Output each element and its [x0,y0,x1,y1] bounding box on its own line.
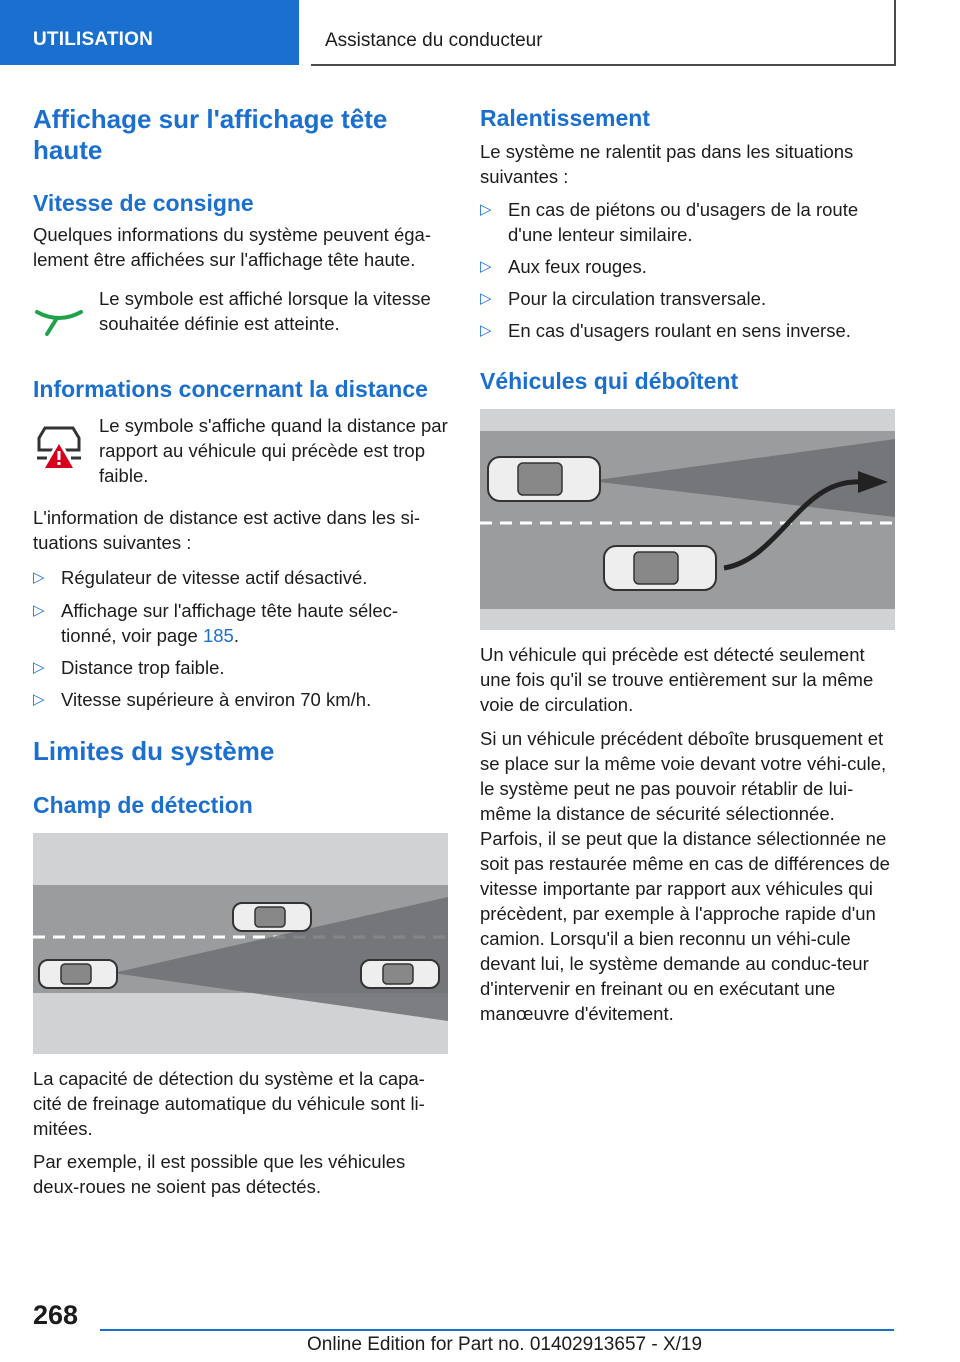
own-car [39,960,117,988]
list-item: ▷ Aux feux rouges. [480,256,647,277]
chapter-header [311,0,896,66]
page-number: 268 [33,1300,79,1330]
distance-icon-text: Le symbole s'affiche quand la distance par rapport au véhicule qui précède est trop faible. [99,415,448,486]
bullet-triangle-icon: ▷ [480,201,492,218]
para-speed: Quelques informations du système peuvent éga-lement être affichées sur l'affichage tête haute. [33,224,431,270]
para-field-2: Par exemple, il est possible que les véhicules deux-roues ne soient pas détectés. [33,1151,406,1197]
list-item: ▷ En cas d'usagers roulant en sens inverse. [480,320,851,341]
list-item: ▷ Vitesse supérieure à environ 70 km/h. [33,689,372,710]
cut-in-car [604,546,716,590]
bullet-triangle-icon: ▷ [480,322,492,339]
heading-distance: Informations concernant la distance [33,376,428,402]
list-item: ▷ Distance trop faible. [33,657,225,678]
list-item: ▷ Affichage sur l'affichage tête haute sélec-tionné, voir page 185. [33,600,399,646]
list-item: ▷ Pour la circulation transversale. [480,288,767,309]
para-field-1: La capacité de détection du système et la capa-cité de freinage automatique du véhicule sont li-mitées. [33,1068,425,1139]
para-active: L'information de distance est active dans les si-tuations suivantes : [33,507,421,553]
para-slow: Le système ne ralentit pas dans les situations suivantes : [480,141,854,187]
list-item: ▷ Régulateur de vitesse actif désactivé. [33,567,368,588]
footer-divider [100,1329,894,1331]
heading-limits: Limites du système [33,736,275,766]
car-ahead-lower [361,960,439,988]
bullet-triangle-icon: ▷ [480,258,492,275]
edition-text: Online Edition for Part no. 01402913657 - X/19 [307,1334,703,1355]
heading-hud: Affichage sur l'affichage tête haute [33,104,388,165]
cut-in-illustration [480,409,895,630]
speed-reached-icon [33,298,85,349]
bullet-triangle-icon: ▷ [33,659,45,676]
list-item: ▷ En cas de piétons ou d'usagers de la route d'une lenteur similaire. [480,199,859,245]
bullet-triangle-icon: ▷ [33,602,45,619]
bullet-triangle-icon: ▷ [33,569,45,586]
heading-speed: Vitesse de consigne [33,190,254,216]
detection-range-illustration [33,833,448,1054]
para-cut-2: Si un véhicule précédent déboîte brusquement et se place sur la même voie devant votre véhi-cule, le système peut ne pas pouvoir rétablir de lui-même la distance de sécurité sélectionnée. Parfois, il se peut que la distance sélectionnée ne soit pas restaurée même en cas de différences de vitesse importante par rapport aux véhicules qui précèdent, par exemple à l'approche rapide d'un camion. Lorsqu'il a bien reconnu un véhi-cule devant lui, le système demande au conduc-teur d'intervenir en freinant ou en exécutant une manœuvre d'évitement. [480,728,890,1024]
distance-warning-icon [33,420,85,477]
bullet-triangle-icon: ▷ [480,290,492,307]
section-title: UTILISATION [33,29,154,50]
bullet-triangle-icon: ▷ [33,691,45,708]
heading-field: Champ de détection [33,792,253,818]
section-tab [0,0,299,65]
speed-icon-text: Le symbole est affiché lorsque la vitesse souhaitée définie est atteinte. [99,288,431,334]
heading-cut-in: Véhicules qui déboîtent [480,368,739,394]
chapter-title: Assistance du conducteur [325,30,543,51]
own-car [488,457,600,501]
page-link[interactable]: 185 [202,625,234,646]
heading-slow: Ralentissement [480,105,651,131]
para-cut-1: Un véhicule qui précède est détecté seulement une fois qu'il se trouve entièrement sur la même voie de circulation. [480,644,874,715]
car-ahead-upper [233,903,311,931]
